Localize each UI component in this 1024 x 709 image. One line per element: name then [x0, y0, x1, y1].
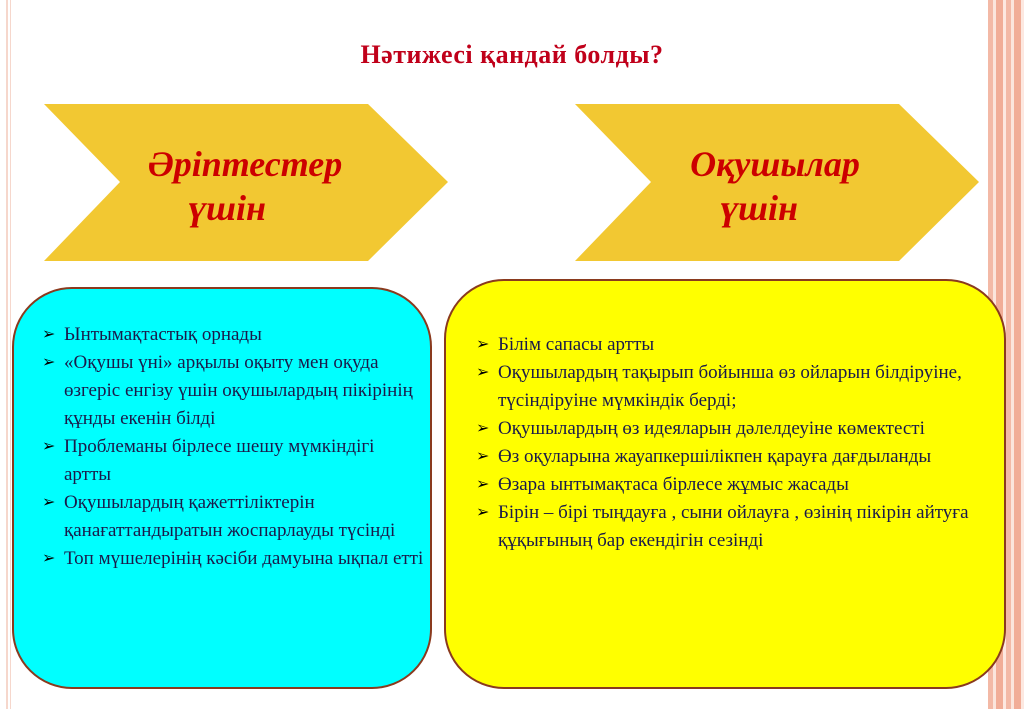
students-results-list	[476, 331, 998, 555]
chevron-colleagues-line2: үшін	[188, 188, 266, 228]
list-item: ➢ Өз оқуларына жауапкершілікпен қарауға дағдыланды	[498, 443, 998, 471]
list-item: ➢ Бірін – бірі тыңдауға , сыни ойлауға , өзінің пікірін айтуға құқығының бар екендігін сезінді	[498, 499, 998, 555]
frame-line-left-inner	[10, 0, 11, 709]
arrow-bullet-icon: ➢	[42, 550, 56, 567]
arrow-bullet-icon: ➢	[476, 364, 490, 381]
arrow-bullet-icon: ➢	[476, 504, 490, 521]
chevron-students-line2: үшін	[720, 188, 798, 228]
list-item: ➢ Өзара ынтымақтаса бірлесе жұмыс жасады	[498, 471, 998, 499]
list-item: ➢ Проблеманы бірлесе шешу мүмкіндігі артты	[64, 433, 424, 489]
arrow-bullet-icon: ➢	[476, 476, 490, 493]
list-item: ➢ Білім сапасы артты	[498, 331, 998, 359]
list-item: ➢ Оқушылардың қажеттіліктерін қанағаттандыратын жоспарлауды түсінді	[64, 489, 424, 545]
colleagues-results-panel	[12, 287, 432, 689]
chevron-colleagues-label	[110, 142, 380, 230]
students-results-panel	[444, 279, 1006, 689]
list-item: ➢ Оқушылардың тақырып бойынша өз ойларын білдіруіне, түсіндіруіне мүмкіндік берді;	[498, 359, 998, 415]
arrow-bullet-icon: ➢	[42, 438, 56, 455]
list-item: ➢ Ынтымақтастық орнады	[64, 321, 424, 349]
chevron-colleagues-line1: Әріптестер	[147, 144, 343, 184]
arrow-bullet-icon: ➢	[42, 354, 56, 371]
arrow-bullet-icon: ➢	[42, 326, 56, 343]
arrow-bullet-icon: ➢	[476, 420, 490, 437]
arrow-bullet-icon: ➢	[476, 336, 490, 353]
chevron-students-label	[640, 142, 910, 230]
colleagues-results-list	[42, 321, 424, 573]
list-item: ➢ «Оқушы үні» арқылы оқыту мен оқуда өзгеріс енгізу үшін оқушылардың пікірінің құнды екенін білді	[64, 349, 424, 433]
slide-title: Нәтижесі қандай болды?	[360, 40, 664, 69]
arrow-bullet-icon: ➢	[476, 448, 490, 465]
list-item: ➢ Оқушылардың өз идеяларын дәлелдеуіне көмектесті	[498, 415, 998, 443]
chevron-students-line1: Оқушылар	[690, 144, 860, 184]
frame-line-left	[6, 0, 8, 709]
list-item: ➢ Топ мүшелерінің кәсіби дамуына ықпал етті	[64, 545, 424, 573]
arrow-bullet-icon: ➢	[42, 494, 56, 511]
